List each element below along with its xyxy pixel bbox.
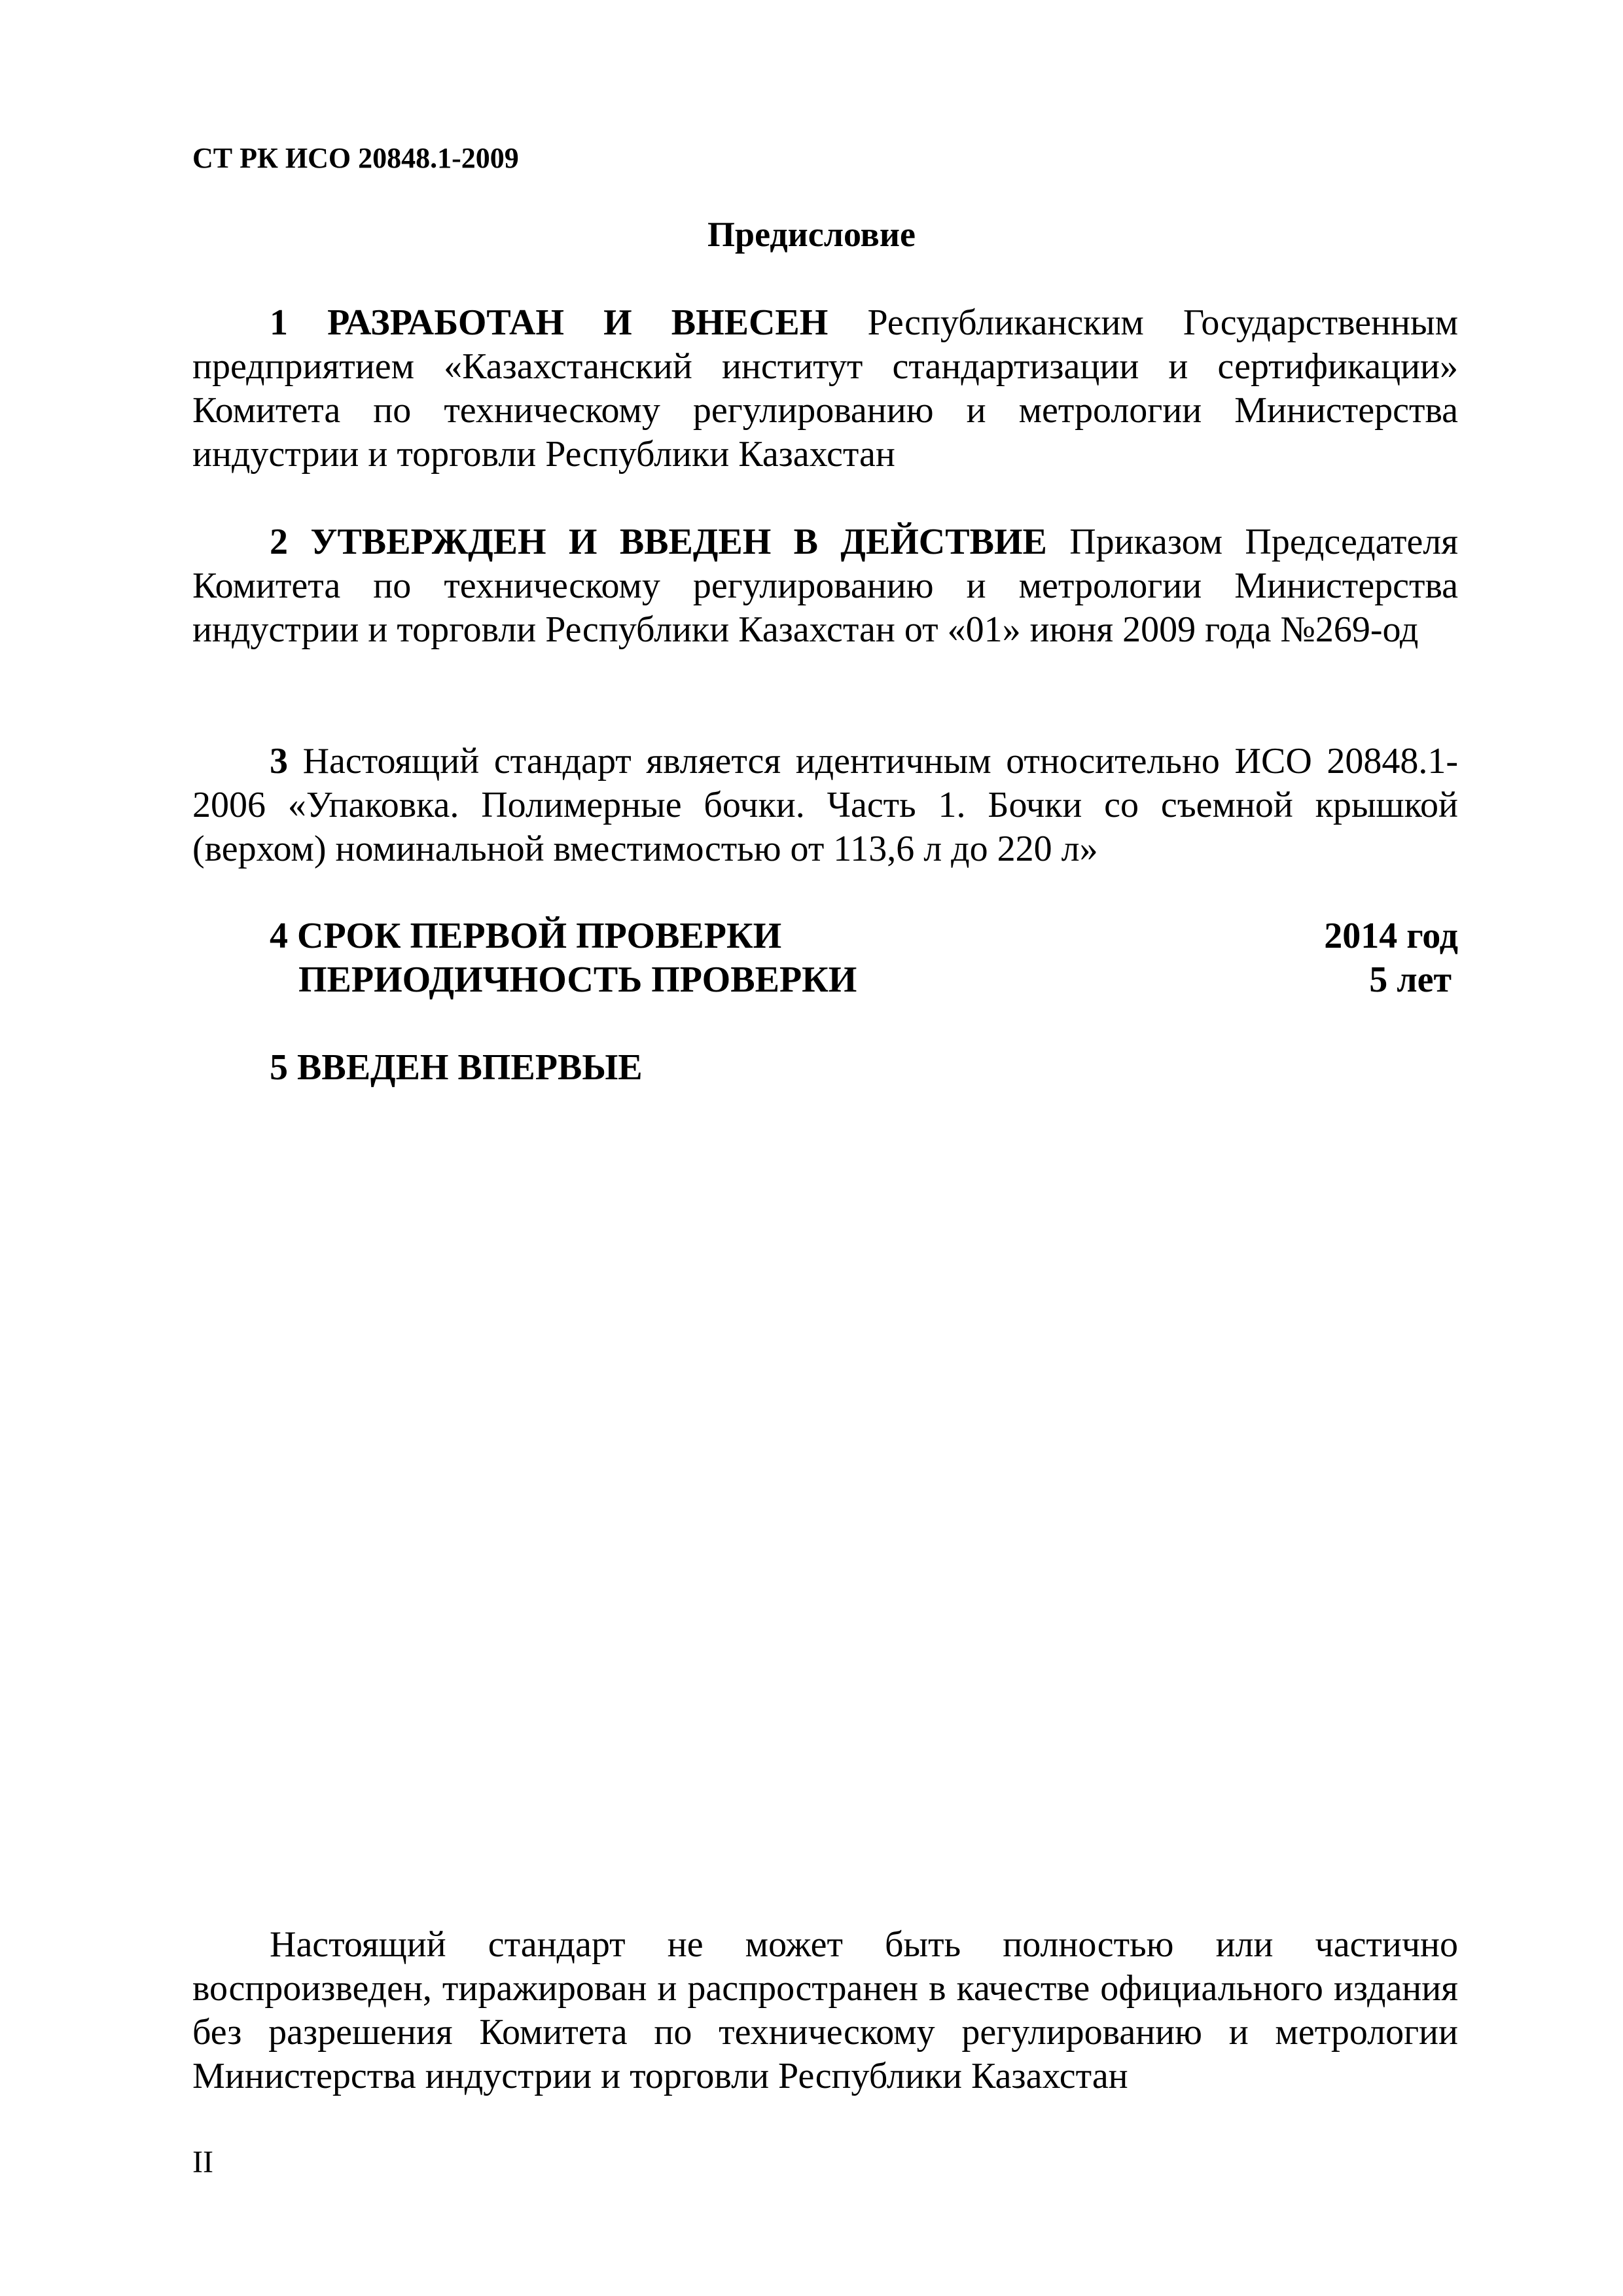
first-review-value: 2014 год — [1324, 916, 1458, 956]
item-3-number: 3 — [270, 741, 288, 781]
first-review-label: 4 СРОК ПЕРВОЙ ПРОВЕРКИ — [270, 916, 782, 956]
item-1-number: 1 — [270, 302, 288, 343]
review-period-value: 5 лет — [1369, 960, 1452, 1000]
copyright-notice: Настоящий стандарт не может быть полностью или частично воспроизведен, тиражирован и распространен в качестве официального издания без разрешения Комитета по техническому регулированию и метрологии Министерства индустрии и торговли Республики Казахстан — [192, 1924, 1458, 2096]
foreword-item-2 — [192, 520, 1458, 652]
item-3-text: Настоящий стандарт является идентичным относительно ИСО 20848.1-2006 «Упаковка. Полимерные бочки. Часть 1. Бочки со съемной крышкой (верхом) номинальной вместимостью от 113,6 л до 220 л» — [192, 741, 1458, 869]
foreword-item-3 — [192, 740, 1458, 871]
page-number: II — [192, 2145, 213, 2179]
item-1-heading: РАЗРАБОТАН И ВНЕСЕН — [327, 302, 829, 343]
item-2-heading: УТВЕРЖДЕН И ВВЕДЕН В ДЕЙСТВИЕ — [310, 522, 1047, 562]
page-title: Предисловие — [707, 215, 916, 254]
foreword-item-5: 5 ВВЕДЕН ВПЕРВЫЕ — [270, 1047, 643, 1088]
review-period-label: ПЕРИОДИЧНОСТЬ ПРОВЕРКИ — [298, 960, 857, 1000]
item-2-text: Приказом Председателя Комитета по техническому регулированию и метрологии Министерства индустрии и торговли Республики Казахстан от «01» июня 2009 года №269-од — [192, 522, 1459, 650]
item-1-text: Республиканским Государственным предприятием «Казахстанский институт стандартизации и сертификации» Комитета по техническому регулированию и метрологии Министерства индустрии и торговли Республики Казахстан — [192, 302, 1459, 475]
document-code: СТ РК ИСО 20848.1-2009 — [192, 142, 519, 174]
item-2-number: 2 — [270, 522, 288, 562]
foreword-item-1 — [192, 301, 1458, 476]
